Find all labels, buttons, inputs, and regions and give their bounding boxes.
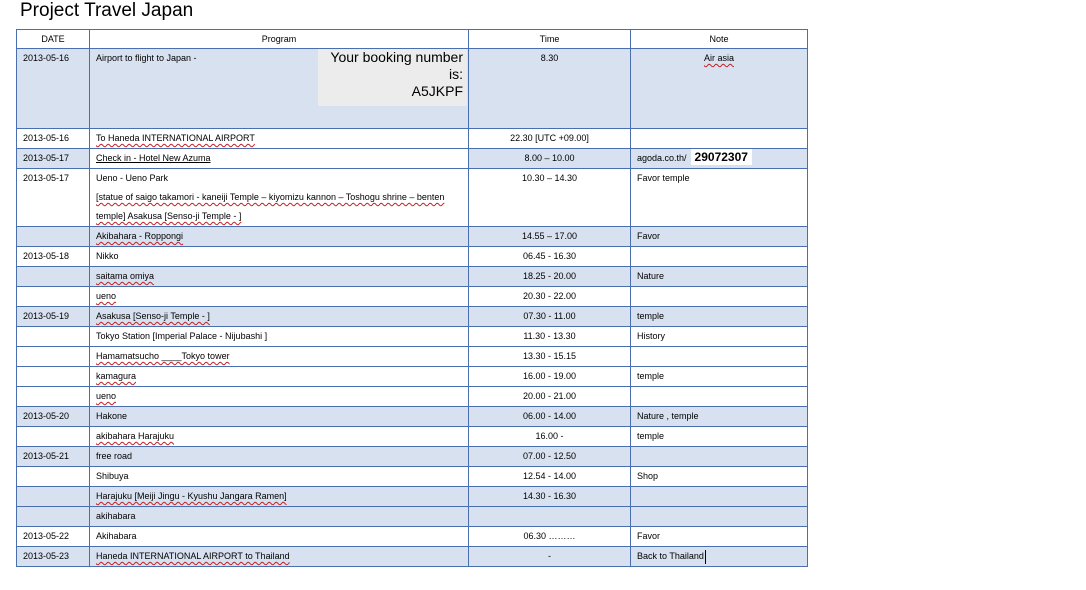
note-text: Back to Thailand	[637, 551, 704, 561]
note-text: Air asia	[703, 53, 734, 63]
program-cell	[90, 427, 469, 447]
note-cell: History	[631, 327, 808, 347]
program-cell	[90, 487, 469, 507]
date-cell	[17, 487, 90, 507]
program-text: To Haneda INTERNATIONAL AIRPORT	[96, 133, 255, 143]
date-cell	[17, 467, 90, 487]
time-cell: 8.00 – 10.00	[469, 149, 631, 169]
table-row	[17, 49, 808, 129]
date-cell	[17, 507, 90, 527]
program-cell: Nikko	[90, 247, 469, 267]
note-cell	[631, 347, 808, 367]
program-text: ueno	[96, 291, 117, 301]
program-text: Akibahara - Roppongi	[96, 231, 184, 241]
program-cell: Tokyo Station [Imperial Palace - Nijubashi ]	[90, 327, 469, 347]
date-cell: 2013-05-20	[17, 407, 90, 427]
time-cell: 06.30 ………	[469, 527, 631, 547]
program-cell	[90, 267, 469, 287]
table-row	[17, 149, 808, 169]
time-cell	[469, 507, 631, 527]
program-cell	[90, 367, 469, 387]
program-text: Harajuku [Meiji Jingu - Kyushu Jangara Ramen]	[96, 491, 287, 501]
note-cell	[631, 247, 808, 267]
time-cell: 12.54 - 14.00	[469, 467, 631, 487]
program-cell	[90, 347, 469, 367]
date-cell: 2013-05-17	[17, 169, 90, 227]
program-text-line2: [statue of saigo takamori - kaneiji Temple – kiyomizu kannon – Toshogu shrine – benten	[96, 192, 445, 202]
schedule-table	[16, 29, 808, 567]
note-cell: temple	[631, 307, 808, 327]
agoda-number: 29072307	[691, 149, 752, 165]
program-cell: Hakone	[90, 407, 469, 427]
program-cell	[90, 149, 469, 169]
program-text: Check in - Hotel New Azuma	[96, 153, 211, 163]
date-cell	[17, 327, 90, 347]
header-date: DATE	[17, 30, 90, 49]
program-text: Ueno - Ueno Park	[96, 173, 169, 183]
time-cell: 22.30 [UTC +09.00]	[469, 129, 631, 149]
time-cell: 14.30 - 16.30	[469, 487, 631, 507]
booking-box	[318, 49, 467, 106]
program-cell	[90, 307, 469, 327]
time-cell: 11.30 - 13.30	[469, 327, 631, 347]
note-cell	[631, 129, 808, 149]
program-text: Hamamatsucho ____Tokyo tower	[96, 351, 230, 361]
time-cell: 8.30	[469, 49, 631, 129]
table-row	[17, 247, 808, 267]
note-cell	[631, 447, 808, 467]
program-cell	[90, 547, 469, 567]
program-cell: akihabara	[90, 507, 469, 527]
time-cell: 16.00 -	[469, 427, 631, 447]
program-cell: Shibuya	[90, 467, 469, 487]
table-row	[17, 169, 808, 227]
time-cell: 14.55 – 17.00	[469, 227, 631, 247]
note-cell: Nature , temple	[631, 407, 808, 427]
note-cell	[631, 487, 808, 507]
table-row	[17, 327, 808, 347]
date-cell	[17, 427, 90, 447]
time-cell: 20.30 - 22.00	[469, 287, 631, 307]
program-cell	[90, 169, 469, 227]
table-row	[17, 547, 808, 567]
time-cell: 16.00 - 19.00	[469, 367, 631, 387]
date-cell: 2013-05-16	[17, 129, 90, 149]
note-cell: Nature	[631, 267, 808, 287]
program-text: kamagura	[96, 371, 137, 381]
program-text-line3: temple] Asakusa [Senso-ji Temple - ]	[96, 211, 242, 221]
table-row	[17, 367, 808, 387]
program-text: ueno	[96, 391, 117, 401]
document-title: Project Travel Japan	[20, 0, 194, 21]
date-cell: 2013-05-23	[17, 547, 90, 567]
program-cell: free road	[90, 447, 469, 467]
time-cell: -	[469, 547, 631, 567]
date-cell: 2013-05-18	[17, 247, 90, 267]
date-cell	[17, 387, 90, 407]
note-cell: temple	[631, 427, 808, 447]
time-cell: 06.00 - 14.00	[469, 407, 631, 427]
time-cell: 10.30 – 14.30	[469, 169, 631, 227]
table-row	[17, 307, 808, 327]
note-cell	[631, 49, 808, 129]
date-cell	[17, 367, 90, 387]
program-text: saitama omiya	[96, 271, 155, 281]
date-cell	[17, 267, 90, 287]
time-cell: 06.45 - 16.30	[469, 247, 631, 267]
table-row	[17, 427, 808, 447]
program-cell	[90, 387, 469, 407]
program-cell: Akihabara	[90, 527, 469, 547]
date-cell	[17, 347, 90, 367]
note-cell: Favor temple	[631, 169, 808, 227]
program-text: akibahara Harajuku	[96, 431, 175, 441]
date-cell	[17, 287, 90, 307]
note-cell	[631, 149, 808, 169]
table-row	[17, 507, 808, 527]
note-cell	[631, 387, 808, 407]
header-row	[17, 30, 808, 49]
note-cell: Favor	[631, 227, 808, 247]
date-cell: 2013-05-19	[17, 307, 90, 327]
program-cell	[90, 129, 469, 149]
time-cell: 13.30 - 15.15	[469, 347, 631, 367]
table-row	[17, 267, 808, 287]
program-cell	[90, 287, 469, 307]
table-row	[17, 347, 808, 367]
program-cell	[90, 227, 469, 247]
time-cell: 07.30 - 11.00	[469, 307, 631, 327]
agoda-site: agoda.co.th/	[637, 153, 687, 163]
table-row	[17, 487, 808, 507]
time-cell: 07.00 - 12.50	[469, 447, 631, 467]
program-text: Haneda INTERNATIONAL AIRPORT to Thailand	[96, 551, 290, 561]
time-cell: 18.25 - 20.00	[469, 267, 631, 287]
table-row	[17, 407, 808, 427]
table-row	[17, 467, 808, 487]
date-cell: 2013-05-16	[17, 49, 90, 129]
table-row	[17, 447, 808, 467]
note-cell[interactable]	[631, 547, 808, 567]
table-row	[17, 227, 808, 247]
header-note: Note	[631, 30, 808, 49]
program-text: Asakusa [Senso-ji Temple - ]	[96, 311, 210, 321]
note-cell: temple	[631, 367, 808, 387]
date-cell	[17, 227, 90, 247]
booking-label: Your booking number is:	[330, 49, 463, 82]
note-cell	[631, 287, 808, 307]
table-row	[17, 387, 808, 407]
program-cell	[90, 49, 469, 129]
header-program: Program	[90, 30, 469, 49]
header-time: Time	[469, 30, 631, 49]
date-cell: 2013-05-21	[17, 447, 90, 467]
note-cell: Favor	[631, 527, 808, 547]
note-cell	[631, 507, 808, 527]
table-row	[17, 287, 808, 307]
date-cell: 2013-05-22	[17, 527, 90, 547]
booking-number: A5JKPF	[411, 83, 463, 99]
table-row	[17, 129, 808, 149]
table-row	[17, 527, 808, 547]
time-cell: 20.00 - 21.00	[469, 387, 631, 407]
note-cell: Shop	[631, 467, 808, 487]
text-cursor	[705, 550, 706, 564]
date-cell: 2013-05-17	[17, 149, 90, 169]
program-text: Airport to flight to Japan -	[96, 53, 197, 63]
